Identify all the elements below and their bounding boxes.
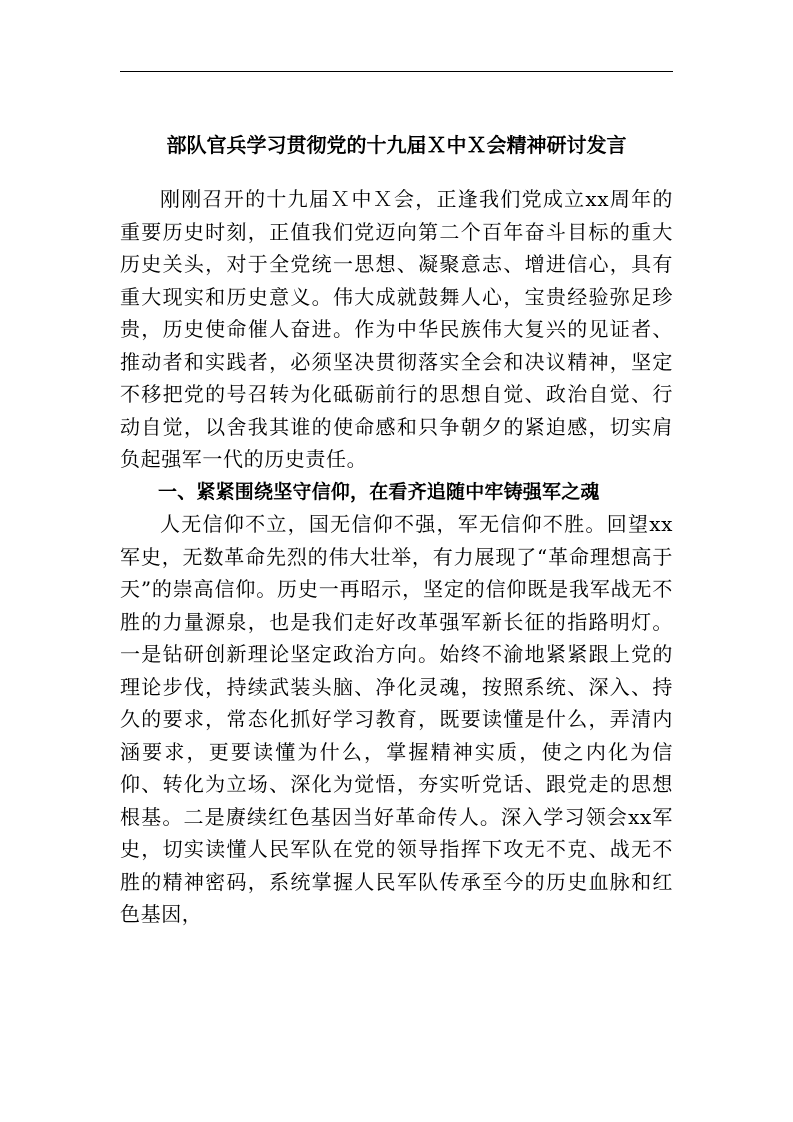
document-body — [120, 183, 673, 931]
document-title: 部队官兵学习贯彻党的十九届Ｘ中Ｘ会精神研讨发言 — [166, 133, 627, 157]
intro-paragraph: 刚刚召开的十九届Ｘ中Ｘ会，正逢我们党成立xx周年的重要历史时刻，正值我们党迈向第二个百年奋斗目标的重大历史关头，对于全党统一思想、凝聚意志、增进信心，具有重大现实和历史意义。伟大成就鼓舞人心，宝贵经验弥足珍贵，历史使命催人奋进。作为中华民族伟大复兴的见证者、推动者和实践者，必须坚决贯彻落实全会和决议精神，坚定不移把党的号召转为化砥砺前行的思想自觉、政治自觉、行动自觉，以舍我其谁的使命感和只争朝夕的紧迫感，切实肩负起强军一代的历史责任。 — [120, 187, 673, 471]
section-heading-1: 一、紧紧围绕坚守信仰，在看齐追随中牢铸强军之魂 — [158, 480, 600, 503]
section-1-paragraph: 人无信仰不立，国无信仰不强，军无信仰不胜。回望xx军史，无数革命先烈的伟大壮举，有力展现了“革命理想高于天”的崇高信仰。历史一再昭示，坚定的信仰既是我军战无不胜的力量源泉，也是我们走好改革强军新长征的指路明灯。一是钻研创新理论坚定政治方向。始终不渝地紧紧跟上党的理论步伐，持续武装头脑、净化灵魂，按照系统、深入、持久的要求，常态化抓好学习教育，既要读懂是什么，弄清内涵要求，更要读懂为什么，掌握精神实质，使之内化为信仰、转化为立场、深化为觉悟，夯实听党话、跟党走的思想根基。二是赓续红色基因当好革命传人。深入学习领会xx军史，切实读懂人民军队在党的领导指挥下攻无不克、战无不胜的精神密码，系统掌握人民军队传承至今的历史血脉和红色基因， — [120, 512, 673, 926]
header-rule — [120, 71, 673, 72]
